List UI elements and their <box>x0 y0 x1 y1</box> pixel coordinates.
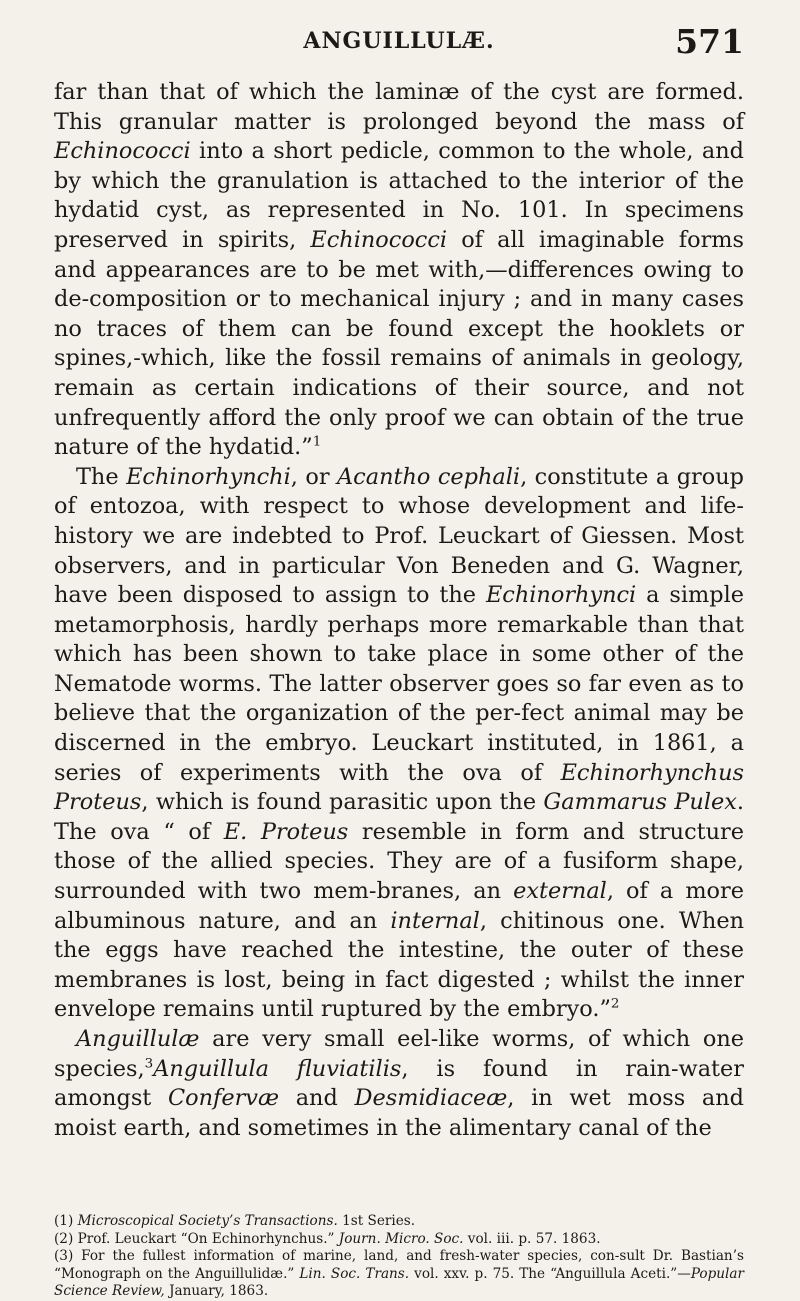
italic-term: Echinorhynchus Proteus <box>54 759 744 816</box>
italic-term: Gammarus Pulex <box>543 789 737 816</box>
text-run: January, 1863. <box>164 1283 269 1299</box>
text-run: are very small eel-like worms, of which one species, <box>54 1026 744 1082</box>
italic-term: Lin. Soc. Trans. <box>299 1265 410 1282</box>
paragraph-echinorhynchi <box>54 463 744 1025</box>
italic-term: Anguillulæ <box>76 1026 200 1052</box>
text-run: of all imaginable forms and appearances are to be met with,—differences owing to de-composition or to mechanical injury ; and in many cases no traces of them can be found except the hooklets or spines,-which, like the fossil remains of animals in geology, remain as certain indications of their source, and not unfrequently afford the only proof we can obtain of the true nature of the hydatid.” <box>54 226 744 461</box>
text-run: a simple metamorphosis, hardly perhaps more remarkable than that which has been shown to take place in some other of the Nematode worms. The latter observer goes so far even as to believe that the organization of the per-fect animal may be discerned in the embryo. Leuckart instituted, in 1861, a series of experiments with the ova of <box>54 582 744 786</box>
text-run: and <box>279 1085 355 1112</box>
italic-term: Popular Science Review, <box>54 1265 744 1299</box>
text-run: vol. xxv. p. 75. The “Anguillula Aceti.”— <box>409 1265 691 1282</box>
italic-term: Echinorhynci <box>485 582 637 609</box>
italic-term: Microscopical Society’s Transactions. <box>77 1213 338 1229</box>
text-run: into a short pedicle, common to the whole, and by which the granulation is attached to the interior of the hydatid cyst, as represented in No. 101. In specimens preserved in spirits, <box>54 138 744 253</box>
text-run: , of a more albuminous nature, and an <box>54 878 744 934</box>
italic-term: Echinorhynchi <box>126 463 291 490</box>
italic-term: internal <box>390 907 480 934</box>
text-run: , constitute a group of entozoa, with respect to whose development and life-history we are indebted to Prof. Leuckart of Giessen. Most observers, and in particular Von Beneden and G. Wagner, have been disposed to assign to the <box>54 463 744 609</box>
page-header <box>54 22 744 62</box>
italic-term: Journ. Micro. Soc. <box>338 1230 464 1247</box>
text-run: , is found in rain-water amongst <box>54 1055 744 1112</box>
text-run: 1st Series. <box>337 1213 416 1229</box>
text-run: vol. iii. p. 57. 1863. <box>463 1230 601 1247</box>
footnote-ref: 3 <box>144 1056 154 1072</box>
text-run: , chitinous one. When the eggs have reached the intestine, the outer of these membranes is lost, being in fact digested ; whilst the inner envelope remains until ruptured by the embryo.” <box>54 907 745 1023</box>
running-title: ANGUILLULÆ. <box>303 28 495 54</box>
text-run: The <box>76 463 127 490</box>
footnote-1 <box>54 1213 744 1231</box>
footnote-2 <box>54 1231 744 1249</box>
footnotes <box>54 1213 744 1301</box>
text-run: (3) For the fullest information of marine, land, and fresh-water species, con-sult Dr. Bastian’s “Monograph on the Anguillulidæ.” <box>54 1248 744 1282</box>
italic-term: Acantho cephali <box>337 463 521 490</box>
italic-term: external <box>513 878 607 905</box>
italic-term: Echinococci <box>54 138 191 165</box>
paragraph-anguillulae <box>54 1025 744 1143</box>
italic-term: Confervæ <box>168 1085 279 1112</box>
footnote-ref: 1 <box>312 434 322 450</box>
body-text <box>54 78 744 1143</box>
text-run: (1) <box>54 1213 78 1229</box>
paragraph-continuation <box>54 78 744 463</box>
page-number: 571 <box>675 22 744 61</box>
text-run: . The ova “ of <box>54 789 744 845</box>
italic-term: Echinococci <box>310 226 448 253</box>
footnote-ref: 2 <box>610 996 620 1012</box>
text-run: far than that of which the laminæ of the cyst are formed. This granular matter is prolonged beyond the mass of <box>54 79 744 135</box>
italic-term: E. Proteus <box>223 818 349 845</box>
footnote-3 <box>54 1248 744 1301</box>
text-run: (2) Prof. Leuckart “On Echinorhynchus.” <box>54 1230 339 1247</box>
italic-term: Anguillula fluviatilis <box>153 1055 402 1082</box>
text-run: , which is found parasitic upon the <box>141 789 544 816</box>
italic-term: Desmidiaceæ <box>354 1085 508 1112</box>
text-run: , or <box>290 463 338 490</box>
text-run: resemble in form and structure those of the allied species. They are of a fusiform shape, surrounded with two mem-branes, an <box>54 818 744 905</box>
text-run: , in wet moss and moist earth, and sometimes in the alimentary canal of the <box>54 1085 745 1141</box>
